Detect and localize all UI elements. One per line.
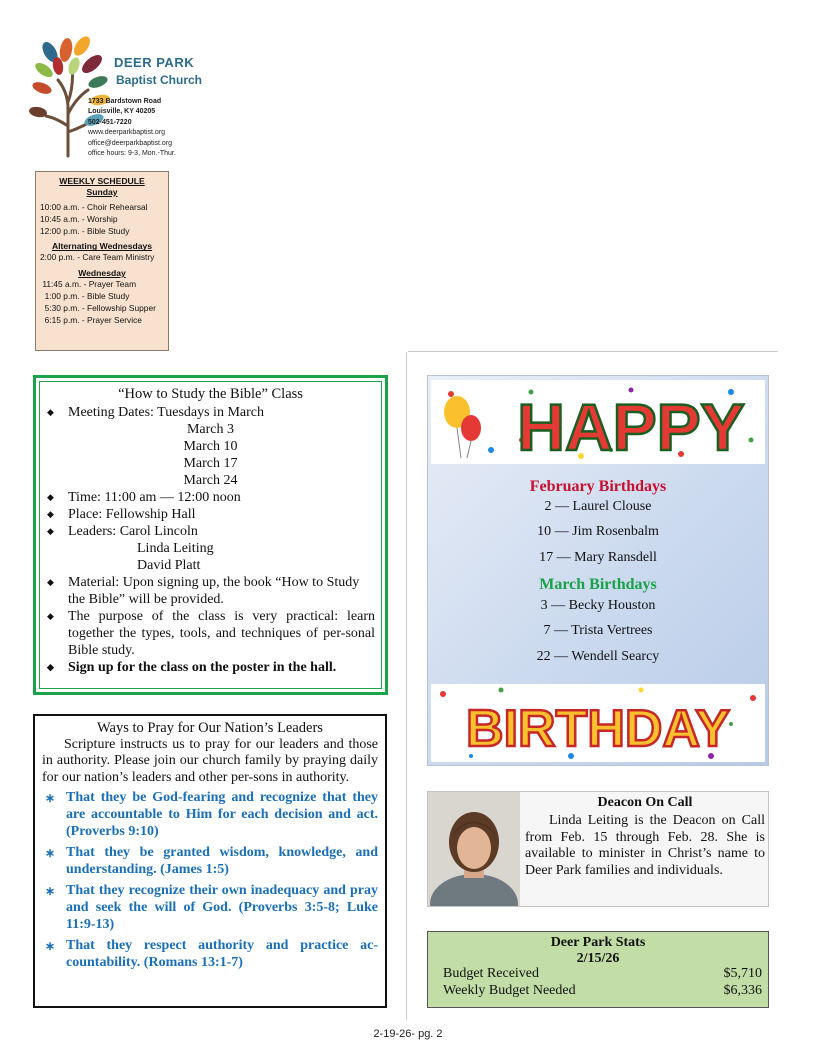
bible-class-leader: David Platt bbox=[137, 558, 201, 573]
stats-title: Deer Park Stats bbox=[550, 935, 646, 950]
stats-label: Budget Received bbox=[443, 966, 540, 981]
prayer-point: ∗ That they recognize their own inadequacy and pray and seek the will of God. (Proverbs 3:5-8; Luke 11:9-13) bbox=[42, 883, 378, 933]
schedule-sunday-heading: Sunday bbox=[86, 187, 118, 197]
website: www.deerparkbaptist.org bbox=[88, 129, 166, 137]
march-birthdays-heading: March Birthdays bbox=[539, 576, 657, 593]
prayer-point: ∗ That they be granted wisdom, knowledge, and understanding. (James 1:5) bbox=[42, 845, 378, 878]
prayer-point: ∗ That they respect authority and practice ac-countability. (Romans 13:1-7) bbox=[42, 938, 378, 971]
stats-row bbox=[443, 966, 762, 982]
schedule-item: 2:00 p.m. - Care Team Ministry bbox=[40, 252, 155, 263]
birthday-entry: 3 — Becky Houston bbox=[540, 598, 656, 613]
address-line-1: 1733 Bardstown Road bbox=[88, 98, 162, 105]
schedule-item: 1:00 p.m. - Bible Study bbox=[40, 290, 130, 301]
bible-class-title: “How to Study the Bible” Class bbox=[118, 386, 303, 402]
schedule-item: 11:45 a.m. - Prayer Team bbox=[40, 279, 137, 290]
deacon-title: Deacon On Call bbox=[597, 795, 693, 810]
february-birthdays-heading: February Birthdays bbox=[529, 478, 667, 495]
bible-class-date: March 3 bbox=[186, 422, 235, 437]
schedule-alt-wed-heading: Alternating Wednesdays bbox=[51, 241, 153, 252]
weekly-schedule bbox=[35, 171, 169, 351]
bible-class-date: March 24 bbox=[183, 473, 238, 488]
bible-class-date: March 10 bbox=[183, 439, 238, 454]
schedule-item: 10:00 a.m. - Choir Rehearsal bbox=[40, 202, 148, 212]
birthday-entry: 7 — Trista Vertrees bbox=[543, 623, 653, 638]
stats-title-block bbox=[428, 935, 768, 967]
schedule-item: 6:15 p.m. - Prayer Service bbox=[40, 314, 142, 325]
birthday-entry: 17 — Mary Ransdell bbox=[539, 550, 657, 565]
schedule-wednesday-heading: Wednesday bbox=[78, 268, 126, 279]
deacon-body: Linda Leiting is the Deacon on Call from Feb. 15 through Feb. 28. She is available to minister in Christ’s name to Deer Park families and individuals. bbox=[525, 813, 765, 878]
happy-banner-image bbox=[431, 380, 765, 464]
bible-class-box bbox=[33, 375, 388, 695]
divider-vertical bbox=[406, 352, 407, 1020]
bible-class-place: ◆ Place: Fellowship Hall bbox=[46, 506, 375, 523]
schedule-item: 5:30 p.m. - Fellowship Supper bbox=[40, 302, 156, 313]
schedule-item: 10:45 a.m. - Worship bbox=[40, 213, 118, 224]
page-footer: 2-19-26- pg. 2 bbox=[373, 1028, 443, 1040]
pray-intro: Scripture instructs us to pray for our leaders and those in authority. Please join our church family by praying daily for our nation’s leaders and other per-sons in authority. bbox=[42, 736, 378, 785]
stats-label: Weekly Budget Needed bbox=[443, 983, 576, 998]
bible-class-leader: Linda Leiting bbox=[137, 541, 214, 556]
office-hours: office hours: 9-3, Mon.-Thur. bbox=[88, 150, 176, 158]
schedule-item: 12:00 p.m. - Bible Study bbox=[40, 225, 130, 236]
pray-for-leaders-box bbox=[33, 714, 387, 1008]
birthday-entry: 22 — Wendell Searcy bbox=[536, 649, 660, 664]
birthday-banner-image bbox=[431, 684, 765, 762]
bible-class-date: March 17 bbox=[183, 456, 238, 471]
phone-number: 502-451-7220 bbox=[88, 118, 132, 126]
prayer-point: ∗ That they be God-fearing and recognize that they are accountable to Him for each decision and act. (Proverbs 9:10) bbox=[42, 790, 378, 840]
bible-class-purpose: ◆ The purpose of the class is very practical: learn together the types, tools, and techniques of per-sonal Bible study. bbox=[46, 608, 375, 659]
deer-park-stats bbox=[427, 931, 769, 1008]
deacon-photo bbox=[428, 792, 520, 906]
stats-date: 2/15/26 bbox=[576, 951, 620, 966]
address-line-2: Louisville, KY 40205 bbox=[88, 108, 156, 116]
birthday-entry: 10 — Jim Rosenbalm bbox=[537, 524, 659, 539]
birthday-banner-text: BIRTHDAY bbox=[466, 700, 730, 758]
stats-value: $5,710 bbox=[723, 966, 762, 981]
stats-row bbox=[443, 983, 762, 999]
stats-value: $6,336 bbox=[723, 983, 762, 998]
schedule-title: WEEKLY SCHEDULE bbox=[59, 176, 145, 186]
bible-class-time: ◆ Time: 11:00 am — 12:00 noon bbox=[46, 489, 375, 506]
church-subname: Baptist Church bbox=[116, 73, 203, 87]
bible-class-meeting: ◆ Meeting Dates: Tuesdays in March bbox=[46, 404, 375, 421]
happy-banner-text: HAPPY bbox=[517, 390, 745, 464]
church-contact bbox=[88, 97, 176, 159]
email: office@deerparkbaptist.org bbox=[88, 139, 173, 147]
bible-class-leaders: ◆ Leaders: Carol Lincoln bbox=[46, 523, 375, 540]
birthday-entry: 2 — Laurel Clouse bbox=[544, 499, 652, 514]
bible-class-signup: ◆ Sign up for the class on the poster in the hall. bbox=[46, 659, 375, 676]
church-name: DEER PARK bbox=[114, 55, 195, 70]
divider-horizontal bbox=[408, 351, 778, 352]
pray-title: Ways to Pray for Our Nation’s Leaders bbox=[97, 720, 323, 736]
bible-class-material: ◆ Material: Upon signing up, the book “How to Study the Bible” will be provided. bbox=[46, 574, 375, 608]
